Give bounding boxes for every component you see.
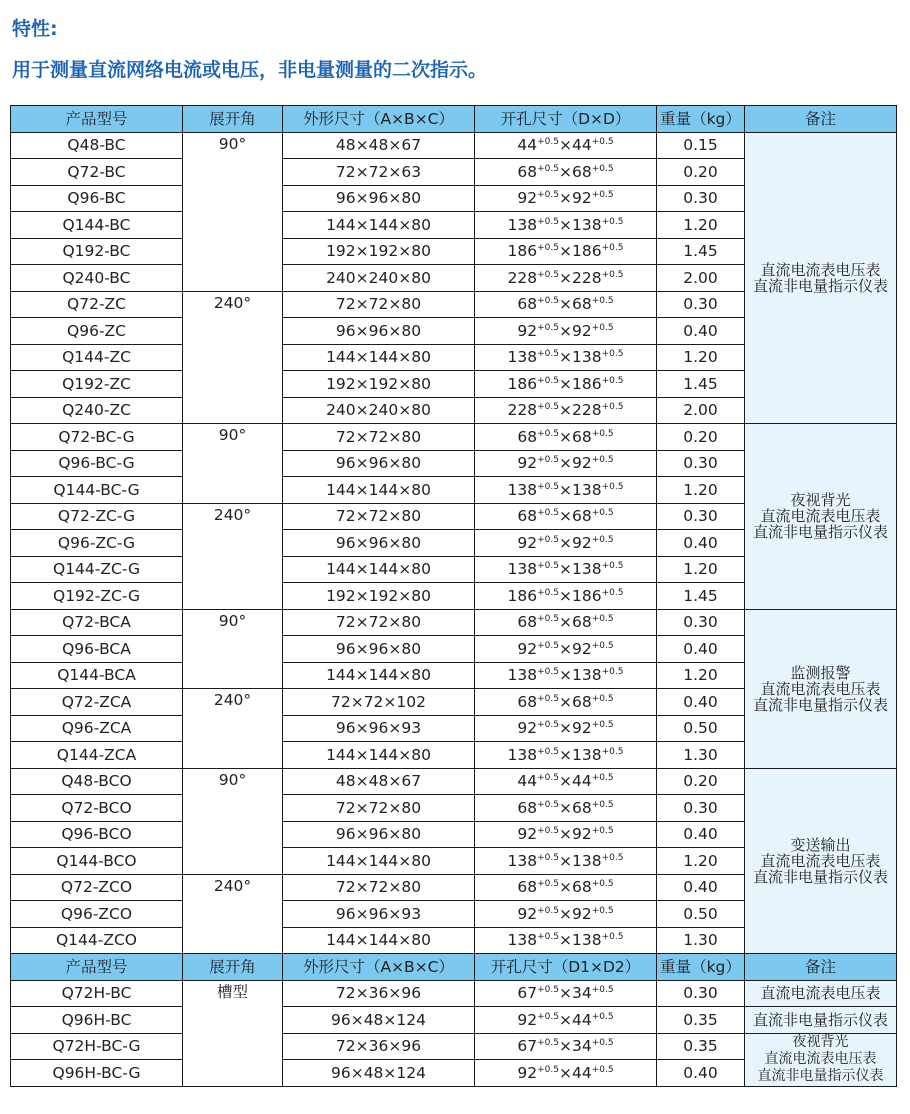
weight-cell: 0.40 <box>657 636 745 663</box>
remark-line: 直流非电量指示仪表 <box>752 867 888 886</box>
dimensions-cell: 144×144×80 <box>283 477 475 504</box>
model-cell: Q96H-BC-G <box>11 1060 183 1087</box>
dimensions-cell: 72×72×80 <box>283 874 475 901</box>
weight-cell: 0.30 <box>657 503 745 530</box>
dimensions-cell: 96×96×80 <box>283 450 475 477</box>
table-header-row <box>11 106 897 133</box>
weight-cell: 0.30 <box>657 980 745 1007</box>
weight-cell: 1.45 <box>657 371 745 398</box>
weight-cell: 1.20 <box>657 212 745 239</box>
cutout-cell: $67^{+0.5}\times 34^{+0.5}$ <box>475 980 657 1007</box>
model-cell: Q72-BC-G <box>11 424 183 451</box>
weight-cell: 0.40 <box>657 530 745 557</box>
dimensions-cell: 144×144×80 <box>283 662 475 689</box>
cutout-cell: $228^{+0.5}\times 228^{+0.5}$ <box>475 397 657 424</box>
dimensions-cell: 96×48×124 <box>283 1007 475 1034</box>
column-header: 展开角 <box>183 106 283 133</box>
model-cell: Q72-ZCA <box>11 689 183 716</box>
cutout-cell: $68^{+0.5}\times 68^{+0.5}$ <box>475 291 657 318</box>
model-cell: Q144-ZC <box>11 344 183 371</box>
cutout-cell: $228^{+0.5}\times 228^{+0.5}$ <box>475 265 657 292</box>
weight-cell: 1.20 <box>657 556 745 583</box>
cutout-cell: $92^{+0.5}\times 44^{+0.5}$ <box>475 1007 657 1034</box>
model-cell: Q144-ZCA <box>11 742 183 769</box>
model-cell: Q96-ZC-G <box>11 530 183 557</box>
remark-line: 直流电流表电压表 <box>760 679 881 698</box>
weight-cell: 1.30 <box>657 742 745 769</box>
dimensions-cell: 240×240×80 <box>283 397 475 424</box>
cutout-cell: $67^{+0.5}\times 34^{+0.5}$ <box>475 1033 657 1060</box>
remark-line: 直流电流表电压表 <box>764 1051 877 1067</box>
weight-cell: 0.40 <box>657 821 745 848</box>
angle-cell: 90° <box>183 609 283 689</box>
weight-cell: 2.00 <box>657 265 745 292</box>
angle-cell: 240° <box>183 689 283 769</box>
remark-line: 夜视背光 <box>790 491 851 510</box>
model-cell: Q72-ZC-G <box>11 503 183 530</box>
weight-cell: 0.40 <box>657 689 745 716</box>
model-cell: Q144-ZC-G <box>11 556 183 583</box>
model-cell: Q240-ZC <box>11 397 183 424</box>
dimensions-cell: 48×48×67 <box>283 132 475 159</box>
cutout-cell: $92^{+0.5}\times 92^{+0.5}$ <box>475 318 657 345</box>
dimensions-cell: 72×72×102 <box>283 689 475 716</box>
weight-cell: 0.50 <box>657 715 745 742</box>
model-cell: Q144-ZCO <box>11 927 183 954</box>
column-header: 重量（kg） <box>657 106 745 133</box>
remark-cell <box>745 768 897 954</box>
cutout-cell: $92^{+0.5}\times 92^{+0.5}$ <box>475 530 657 557</box>
cutout-cell: $186^{+0.5}\times 186^{+0.5}$ <box>475 238 657 265</box>
dimensions-cell: 144×144×80 <box>283 344 475 371</box>
cutout-cell: $68^{+0.5}\times 68^{+0.5}$ <box>475 503 657 530</box>
weight-cell: 0.40 <box>657 318 745 345</box>
dimensions-cell: 72×72×80 <box>283 291 475 318</box>
dimensions-cell: 96×96×80 <box>283 185 475 212</box>
dimensions-cell: 96×48×124 <box>283 1060 475 1087</box>
table-row <box>11 609 897 636</box>
model-cell: Q240-BC <box>11 265 183 292</box>
model-cell: Q72-ZCO <box>11 874 183 901</box>
dimensions-cell: 96×96×80 <box>283 636 475 663</box>
model-cell: Q72-BC <box>11 159 183 186</box>
dimensions-cell: 96×96×80 <box>283 821 475 848</box>
cutout-cell: $68^{+0.5}\times 68^{+0.5}$ <box>475 609 657 636</box>
model-cell: Q96-BC-G <box>11 450 183 477</box>
model-cell: Q96H-BC <box>11 1007 183 1034</box>
model-cell: Q72-ZC <box>11 291 183 318</box>
model-cell: Q144-BCA <box>11 662 183 689</box>
cutout-cell: $68^{+0.5}\times 68^{+0.5}$ <box>475 159 657 186</box>
cutout-cell: $138^{+0.5}\times 138^{+0.5}$ <box>475 556 657 583</box>
weight-cell: 1.30 <box>657 927 745 954</box>
remark-line: 夜视背光 <box>792 1034 849 1050</box>
model-cell: Q48-BCO <box>11 768 183 795</box>
column-header: 备注 <box>745 954 897 981</box>
remark-line: 直流非电量指示仪表 <box>757 1068 884 1084</box>
table-row <box>11 768 897 795</box>
model-cell: Q144-BC-G <box>11 477 183 504</box>
weight-cell: 0.20 <box>657 768 745 795</box>
remark-line: 直流非电量指示仪表 <box>752 523 888 542</box>
remark-cell <box>745 424 897 610</box>
dimensions-cell: 144×144×80 <box>283 742 475 769</box>
cutout-cell: $138^{+0.5}\times 138^{+0.5}$ <box>475 477 657 504</box>
dimensions-cell: 72×72×80 <box>283 609 475 636</box>
column-header: 外形尺寸（A×B×C） <box>283 954 475 981</box>
model-cell: Q96-ZC <box>11 318 183 345</box>
weight-cell: 1.20 <box>657 344 745 371</box>
weight-cell: 1.20 <box>657 848 745 875</box>
table-row <box>11 424 897 451</box>
remark-line: 变送输出 <box>790 835 851 854</box>
cutout-cell: $138^{+0.5}\times 138^{+0.5}$ <box>475 344 657 371</box>
cutout-cell: $92^{+0.5}\times 92^{+0.5}$ <box>475 901 657 928</box>
model-cell: Q96-BC <box>11 185 183 212</box>
dimensions-cell: 48×48×67 <box>283 768 475 795</box>
column-header: 外形尺寸（A×B×C） <box>283 106 475 133</box>
remark-line: 直流电流表电压表 <box>760 507 881 526</box>
remark-line: 直流非电量指示仪表 <box>752 695 888 714</box>
weight-cell: 0.20 <box>657 159 745 186</box>
spec-table-body <box>11 106 897 1087</box>
table-row <box>11 980 897 1007</box>
model-cell: Q96-BCO <box>11 821 183 848</box>
angle-cell: 槽型 <box>183 980 283 1086</box>
table-row <box>11 132 897 159</box>
column-header: 备注 <box>745 106 897 133</box>
remark-cell <box>745 132 897 424</box>
dimensions-cell: 96×96×80 <box>283 318 475 345</box>
table-header-row <box>11 954 897 981</box>
cutout-cell: $44^{+0.5}\times 44^{+0.5}$ <box>475 132 657 159</box>
cutout-cell: $92^{+0.5}\times 92^{+0.5}$ <box>475 821 657 848</box>
dimensions-cell: 72×72×80 <box>283 424 475 451</box>
weight-cell: 0.40 <box>657 874 745 901</box>
spec-table <box>10 105 897 1087</box>
angle-cell: 240° <box>183 291 283 424</box>
dimensions-cell: 144×144×80 <box>283 556 475 583</box>
angle-cell: 90° <box>183 768 283 874</box>
cutout-cell: $186^{+0.5}\times 186^{+0.5}$ <box>475 371 657 398</box>
dimensions-cell: 96×96×93 <box>283 901 475 928</box>
dimensions-cell: 144×144×80 <box>283 212 475 239</box>
column-header: 重量（kg） <box>657 954 745 981</box>
model-cell: Q96-ZCO <box>11 901 183 928</box>
column-header: 产品型号 <box>11 106 183 133</box>
column-header: 开孔尺寸（D1×D2） <box>475 954 657 981</box>
weight-cell: 0.15 <box>657 132 745 159</box>
dimensions-cell: 192×192×80 <box>283 238 475 265</box>
dimensions-cell: 192×192×80 <box>283 583 475 610</box>
angle-cell: 90° <box>183 132 283 291</box>
model-cell: Q72-BCA <box>11 609 183 636</box>
usage-description: 用于测量直流网络电流或电压，非电量测量的二次指示。 <box>12 59 488 81</box>
cutout-cell: $92^{+0.5}\times 92^{+0.5}$ <box>475 185 657 212</box>
cutout-cell: $138^{+0.5}\times 138^{+0.5}$ <box>475 662 657 689</box>
model-cell: Q192-ZC-G <box>11 583 183 610</box>
dimensions-cell: 72×36×96 <box>283 1033 475 1060</box>
remark-cell <box>745 1007 897 1034</box>
remark-line: 直流电流表电压表 <box>760 851 881 870</box>
cutout-cell: $68^{+0.5}\times 68^{+0.5}$ <box>475 424 657 451</box>
weight-cell: 1.45 <box>657 238 745 265</box>
weight-cell: 1.45 <box>657 583 745 610</box>
model-cell: Q192-ZC <box>11 371 183 398</box>
remark-line: 监测报警 <box>790 663 851 682</box>
model-cell: Q72-BCO <box>11 795 183 822</box>
cutout-cell: $92^{+0.5}\times 92^{+0.5}$ <box>475 636 657 663</box>
model-cell: Q48-BC <box>11 132 183 159</box>
weight-cell: 0.20 <box>657 424 745 451</box>
weight-cell: 0.35 <box>657 1007 745 1034</box>
column-header: 展开角 <box>183 954 283 981</box>
weight-cell: 0.30 <box>657 291 745 318</box>
dimensions-cell: 144×144×80 <box>283 848 475 875</box>
weight-cell: 2.00 <box>657 397 745 424</box>
weight-cell: 0.30 <box>657 450 745 477</box>
model-cell: Q144-BC <box>11 212 183 239</box>
dimensions-cell: 72×72×63 <box>283 159 475 186</box>
cutout-cell: $92^{+0.5}\times 92^{+0.5}$ <box>475 450 657 477</box>
dimensions-cell: 72×36×96 <box>283 980 475 1007</box>
dimensions-cell: 96×96×93 <box>283 715 475 742</box>
cutout-cell: $92^{+0.5}\times 92^{+0.5}$ <box>475 715 657 742</box>
cutout-cell: $92^{+0.5}\times 44^{+0.5}$ <box>475 1060 657 1087</box>
cutout-cell: $186^{+0.5}\times 186^{+0.5}$ <box>475 583 657 610</box>
remark-line: 直流非电量指示仪表 <box>752 276 888 295</box>
model-cell: Q96-ZCA <box>11 715 183 742</box>
remark-line: 直流电流表电压表 <box>760 984 881 1003</box>
angle-cell: 240° <box>183 503 283 609</box>
remark-cell <box>745 609 897 768</box>
features-heading: 特性: <box>12 18 58 40</box>
column-header: 产品型号 <box>11 954 183 981</box>
model-cell: Q96-BCA <box>11 636 183 663</box>
cutout-cell: $138^{+0.5}\times 138^{+0.5}$ <box>475 927 657 954</box>
cutout-cell: $68^{+0.5}\times 68^{+0.5}$ <box>475 795 657 822</box>
cutout-cell: $68^{+0.5}\times 68^{+0.5}$ <box>475 689 657 716</box>
table-row <box>11 1033 897 1060</box>
dimensions-cell: 192×192×80 <box>283 371 475 398</box>
remark-line: 直流电流表电压表 <box>760 260 881 279</box>
cutout-cell: $138^{+0.5}\times 138^{+0.5}$ <box>475 212 657 239</box>
cutout-cell: $68^{+0.5}\times 68^{+0.5}$ <box>475 874 657 901</box>
table-row <box>11 1007 897 1034</box>
column-header: 开孔尺寸（D×D） <box>475 106 657 133</box>
weight-cell: 0.30 <box>657 185 745 212</box>
dimensions-cell: 240×240×80 <box>283 265 475 292</box>
remark-cell <box>745 1033 897 1086</box>
cutout-cell: $138^{+0.5}\times 138^{+0.5}$ <box>475 742 657 769</box>
weight-cell: 1.20 <box>657 477 745 504</box>
model-cell: Q72H-BC <box>11 980 183 1007</box>
weight-cell: 0.30 <box>657 795 745 822</box>
model-cell: Q192-BC <box>11 238 183 265</box>
cutout-cell: $44^{+0.5}\times 44^{+0.5}$ <box>475 768 657 795</box>
angle-cell: 90° <box>183 424 283 504</box>
weight-cell: 0.50 <box>657 901 745 928</box>
remark-cell <box>745 980 897 1007</box>
weight-cell: 1.20 <box>657 662 745 689</box>
weight-cell: 0.30 <box>657 609 745 636</box>
dimensions-cell: 72×72×80 <box>283 503 475 530</box>
weight-cell: 0.35 <box>657 1033 745 1060</box>
remark-line: 直流非电量指示仪表 <box>752 1010 888 1029</box>
model-cell: Q72H-BC-G <box>11 1033 183 1060</box>
weight-cell: 0.40 <box>657 1060 745 1087</box>
dimensions-cell: 72×72×80 <box>283 795 475 822</box>
dimensions-cell: 144×144×80 <box>283 927 475 954</box>
model-cell: Q144-BCO <box>11 848 183 875</box>
angle-cell: 240° <box>183 874 283 954</box>
dimensions-cell: 96×96×80 <box>283 530 475 557</box>
cutout-cell: $138^{+0.5}\times 138^{+0.5}$ <box>475 848 657 875</box>
